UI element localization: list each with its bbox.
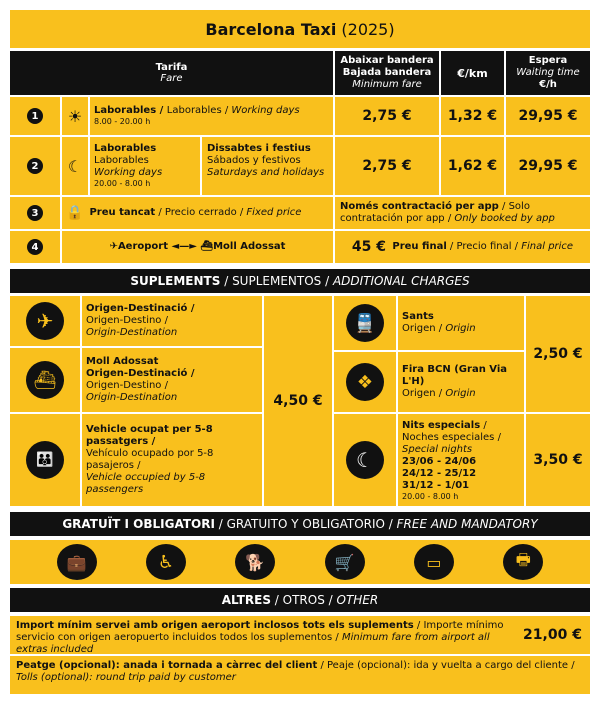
header-tarifa: Tarifa Fare <box>10 51 333 95</box>
card-payment-icon: ▭ <box>414 544 454 580</box>
rate-1-flag: 2,75 € <box>335 97 439 135</box>
wheelchair-icon: ♿ <box>146 544 186 580</box>
supp-moon <box>334 414 396 506</box>
supp-left-price: 4,50 € <box>264 296 332 506</box>
supp-nights-price: 3,50 € <box>526 414 590 506</box>
supp-airport-text: Origen-Destinació / Origen-Destino / Origin-Destination <box>82 296 262 346</box>
header-waiting: Espera Waiting time €/h <box>506 51 590 95</box>
airplane-icon: ✈ <box>26 302 64 340</box>
supp-plane <box>10 296 80 346</box>
rate-2-weekday: Laborables Laborables Working days 20.00 - 8.00 h <box>90 137 200 195</box>
train-icon: 🚆 <box>346 304 384 342</box>
page-title: Barcelona Taxi <box>205 19 337 39</box>
rate-2-km: 1,62 € <box>441 137 504 195</box>
cruise-ship-icon: ⛴ <box>26 361 64 399</box>
receipt-printer-icon: 🖶 <box>503 544 543 580</box>
passengers-icon: 👪 <box>26 441 64 479</box>
stroller-icon: 🛒 <box>325 544 365 580</box>
supp-mid-price: 2,50 € <box>526 296 590 412</box>
moon-icon: ☾ <box>62 137 88 195</box>
rate-1-km: 1,32 € <box>441 97 504 135</box>
guide-dog-icon: 🐕 <box>235 544 275 580</box>
fira-logo-icon: ❖ <box>346 363 384 401</box>
free-icons-row <box>10 540 590 584</box>
supp-ship <box>10 348 80 412</box>
rate-2-wait: 29,95 € <box>506 137 590 195</box>
rate-2-number: 2 <box>10 137 60 195</box>
rate-1-number: 1 <box>10 97 60 135</box>
header-per-km: €/km <box>441 51 504 95</box>
supp-passengers-text: Vehicle ocupat per 5-8 passatgers / Vehículo ocupado por 5-8 pasajeros / Vehicle occupied by 5-8 passengers <box>82 414 262 506</box>
lock-phone-icon: 🔒 <box>66 205 84 221</box>
title-bar <box>10 10 590 48</box>
supp-group <box>10 414 80 506</box>
plane-icon: ✈ <box>109 241 118 252</box>
rate-2-weekend: Dissabtes i festius Sábados y festivos Saturdays and holidays <box>202 137 333 195</box>
rate-3-number: 3 <box>10 197 60 229</box>
other-toll-text: Peatge (opcional): anada i tornada a càrrec del client / Peaje (opcional): ida y vuelta a cargo del cliente / Tolls (optional): round trip paid by customer <box>10 656 590 694</box>
supp-nights-text: Nits especials / Noches especiales / Special nights 23/06 - 24/06 24/12 - 25/12 31/12 - 1/01 20.00 - 8.00 h <box>398 414 524 506</box>
supp-port-text: Moll Adossat Origen-Destinació / Origen-Destino / Origin-Destination <box>82 348 262 412</box>
supp-train <box>334 296 396 350</box>
rate-4-number: 4 <box>10 231 60 263</box>
rate-4-route: ✈ Aeroport ◄—► ⛴ Moll Adossat <box>62 231 333 263</box>
title-year: (2025) <box>341 19 395 39</box>
other-heading: ALTRES / OTROS / OTHER <box>10 588 590 612</box>
luggage-icon: 💼 <box>57 544 97 580</box>
supp-sants-text: Sants Origen / Origin <box>398 296 524 350</box>
rate-3-label: 🔒 Preu tancat / Precio cerrado / Fixed price <box>62 197 333 229</box>
ship-icon: ⛴ <box>200 241 214 252</box>
rate-3-note: Només contractació per app / Solo contratación por app / Only booked by app <box>335 197 590 229</box>
rate-1-wait: 29,95 € <box>506 97 590 135</box>
supplements-heading: SUPLEMENTS / SUPLEMENTOS / ADDITIONAL CHARGES <box>10 269 590 293</box>
other-minimum-price: 21,00 € <box>515 616 590 654</box>
rate-4-price: 45 € Preu final / Precio final / Final price <box>335 231 590 263</box>
supp-fira <box>334 352 396 412</box>
rate-1-label: Laborables / Laborables / Working days 8.00 - 20.00 h <box>90 97 333 135</box>
sun-icon: ☀ <box>62 97 88 135</box>
rate-2-flag: 2,75 € <box>335 137 439 195</box>
other-minimum-text: Import mínim servei amb origen aeroport inclosos tots els suplements / Importe mínimo servicio con origen aeropuerto incluidos todos los suplementos / Minimum fare from airport all extras included <box>10 616 515 654</box>
crescent-moon-icon: ☾ <box>346 441 384 479</box>
header-minimum-fare: Abaixar bandera Bajada bandera Minimum fare <box>335 51 439 95</box>
free-heading: GRATUÏT I OBLIGATORI / GRATUITO Y OBLIGATORIO / FREE AND MANDATORY <box>10 512 590 536</box>
supp-fira-text: Fira BCN (Gran Via L'H) Origen / Origin <box>398 352 524 412</box>
